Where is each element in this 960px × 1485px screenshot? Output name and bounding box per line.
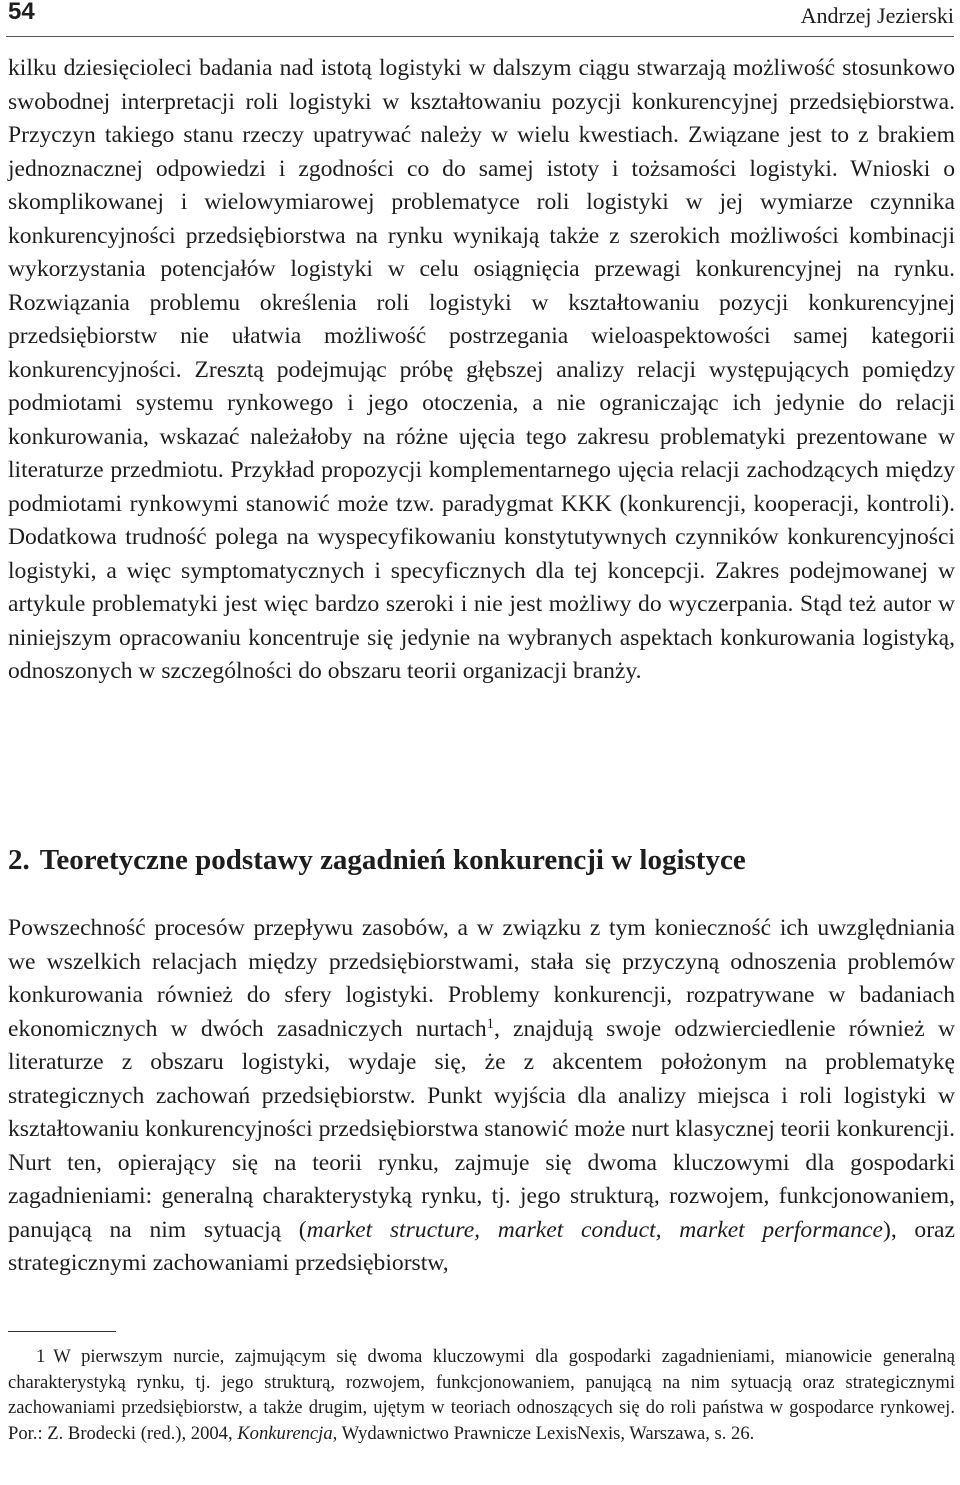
paragraph-text: Powszechność procesów przepływu zasobów, a w związku z tym konieczność ich uwzględniania we wszelkich relacjach między przedsiębiorstwami, stała się przyczyną odnoszenia problemów konkurowania również do sfery logistyki. Problemy konkurencji, rozpatrywane w badaniach ekonomicznych w dwóch zasadniczych nurtach [8, 915, 955, 1042]
footnote-separator [8, 1331, 116, 1332]
paragraph-text: , znajdują swoje odzwierciedlenie również w literaturze z obszaru logistyki, wydaje się, że z akcentem położonym na problematykę strategicznych zachowań przedsiębiorstw. Punkt wyjścia dla analizy miejsca i roli logistyki w kształtowaniu konkurencyjności przedsiębiorstwa stanowić może nurt klasycznej teorii konkurencji. Nurt ten, opierający się na teorii rynku, zajmuje się dwoma kluczowymi dla gospodarki zagadnieniami: generalną charakterystyką rynku, tj. jego strukturą, rozwojem, funkcjonowaniem, panującą na nim sytuacją ( [8, 1015, 955, 1243]
italic-terms: market structure, market conduct, market performance [306, 1216, 883, 1243]
paragraph-text: ), oraz strategicznymi zachowaniami przedsiębiorstw, [8, 1216, 955, 1276]
page-number: 54 [8, 0, 35, 25]
running-head-author: Andrzej Jezierski [800, 3, 954, 28]
section-number: 2. [8, 844, 30, 876]
footnote-reference[interactable]: 1 [486, 1015, 494, 1032]
section-heading [8, 843, 746, 877]
footnote-text: W pierwszym nurcie, zajmującym się dwoma kluczowymi dla gospodarki zagadnieniami, mianowicie generalną charakterystyką rynku, tj. jego strukturą, rozwojem, funkcjonowaniem, panującą na nim sytuacją oraz strategicznymi zachowaniami przedsiębiorstw, a także drugim, ujętym w teoriach odnoszących się do roli państwa w gospodarce rynkowej. Por.: Z. Brodecki (red.), 2004, [8, 1346, 955, 1444]
section-title: Teoretyczne podstawy zagadnień konkurencji w logistyce [39, 844, 746, 876]
footnote-number: 1 [36, 1346, 46, 1367]
footnote-text: Wydawnictwo Prawnicze LexisNexis, Warszawa, s. 26. [337, 1422, 755, 1444]
footnote [8, 1344, 955, 1446]
body-paragraph-1: kilku dziesięcioleci badania nad istotą logistyki w dalszym ciągu stwarzają możliwość stosunkowo swobodnej interpretacji roli logistyki w kształtowaniu pozycji konkurencyjnej przedsiębiorstwa. Przyczyn takiego stanu rzeczy upatrywać należy w wielu kwestiach. Związane jest to z brakiem jednoznacznej odpowiedzi i zgodności co do samej istoty i tożsamości logistyki. Wnioski o skomplikowanej i wielowymiarowej problematyce roli logistyki w jej wymiarze czynnika konkurencyjności przedsiębiorstwa na rynku wynikają także z szerokich możliwości kombinacji wykorzystania potencjałów logistyki w celu osiągnięcia przewagi konkurencyjnej na rynku. Rozwiązania problemu określenia roli logistyki w kształtowaniu pozycji konkurencyjnej przedsiębiorstw nie ułatwia możliwość postrzegania wieloaspektowości samej kategorii konkurencyjności. Zresztą podejmując próbę głębszej analizy relacji występujących pomiędzy podmiotami systemu rynkowego i jego otoczenia, a nie ograniczając ich jedynie do relacji konkurowania, wskazać należałoby na różne ujęcia tego zakresu problematyki prezentowane w literaturze przedmiotu. Przykład propozycji komplementarnego ujęcia relacji zachodzących między podmiotami rynkowymi stanowić może tzw. paradygmat KKK (konkurencji, kooperacji, kontroli). Dodatkowa trudność polega na wyspecyfikowaniu konstytutywnych czynników konkurencyjności logistyki, a więc symptomatycznych i specyficznych dla tej koncepcji. Zakres podejmowanej w artykule problematyki jest więc bardzo szeroki i nie jest możliwy do wyczerpania. Stąd też autor w niniejszym opracowaniu koncentruje się jedynie na wybranych aspektach konkurowania logistyką, odnoszonych w szczególności do obszaru teorii organizacji branży. [8, 55, 955, 684]
page-header [6, 0, 954, 37]
footnote-italic-title: Konkurencja, [237, 1422, 338, 1444]
body-paragraph-2 [8, 912, 955, 1281]
